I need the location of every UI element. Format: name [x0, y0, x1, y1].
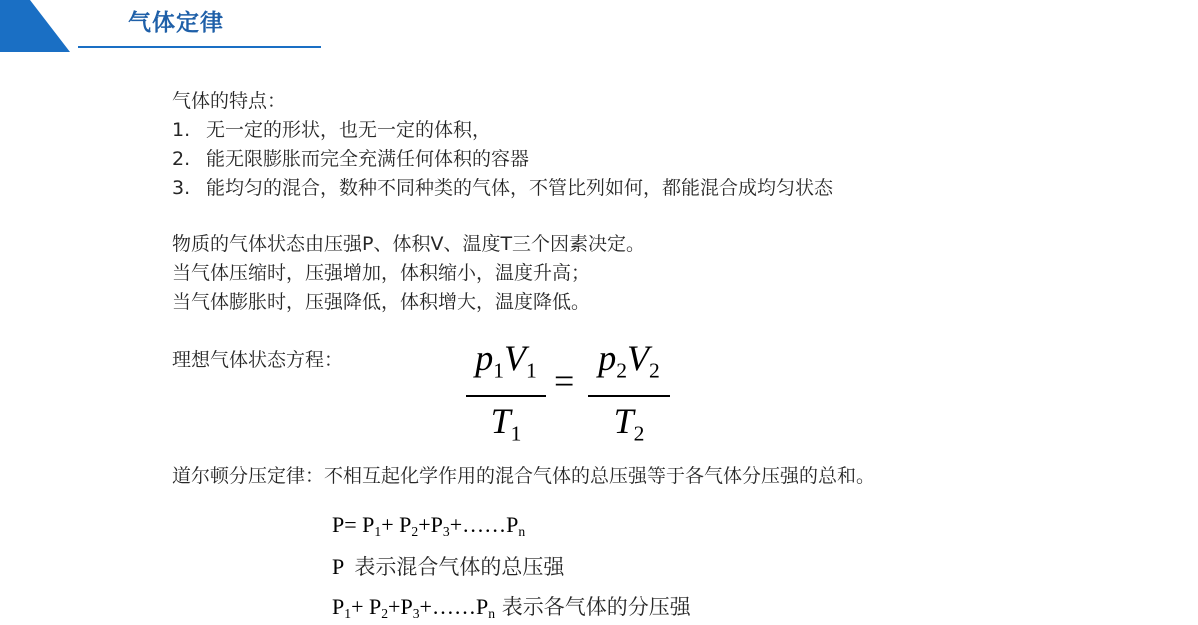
list-item	[172, 174, 833, 203]
list-item	[172, 145, 833, 174]
left-denominator: $T_1$	[490, 400, 522, 446]
item-text: 能均匀的混合，数种不同种类的气体，不管比列如何，都能混合成均匀状态	[206, 177, 834, 199]
title-underline	[78, 46, 321, 48]
dalton-law-statement: 道尔顿分压定律：不相互起化学作用的混合气体的总压强等于各气体分压强的总和。	[172, 465, 876, 487]
list-item	[172, 116, 833, 145]
fraction-bar	[588, 395, 670, 397]
header-corner-decoration	[0, 0, 70, 52]
characteristics-heading: 气体的特点：	[172, 90, 287, 112]
state-line: 当气体膨胀时，压强降低，体积增大，温度降低。	[172, 291, 591, 313]
right-denominator: $T_2$	[613, 400, 645, 446]
dalton-formula: $P= P_1+$ $P_2+P_3+\dots\dots P_n$	[332, 512, 526, 540]
item-text: 无一定的形状，也无一定的体积，	[206, 119, 492, 141]
ideal-gas-label: 理想气体状态方程：	[172, 349, 344, 371]
item-number: 2.	[172, 148, 191, 170]
item-text: 能无限膨胀而完全充满任何体积的容器	[206, 148, 530, 170]
right-fraction	[588, 338, 670, 453]
left-numerator: $p_1V_1$	[475, 338, 537, 383]
gas-characteristics	[172, 87, 833, 203]
gas-state-description	[172, 230, 645, 317]
right-numerator: $p_2V_2$	[598, 338, 660, 383]
fraction-bar	[466, 395, 546, 397]
state-line: 物质的气体状态由压强P、体积V、温度T三个因素决定。	[172, 233, 646, 255]
state-line: 当气体压缩时，压强增加，体积缩小，温度升高；	[172, 262, 591, 284]
item-number: 1.	[172, 119, 191, 141]
page-title: 气体定律	[128, 10, 224, 36]
item-number: 3.	[172, 177, 191, 199]
partial-pressure-explanation: $P_1+$ $P_2+P_3+\dots\dots P_n$ 表示各气体的分压强	[332, 594, 691, 622]
left-fraction	[466, 338, 546, 453]
equals-sign: =	[554, 361, 575, 401]
total-pressure-explanation: P 表示混合气体的总压强	[332, 554, 565, 579]
